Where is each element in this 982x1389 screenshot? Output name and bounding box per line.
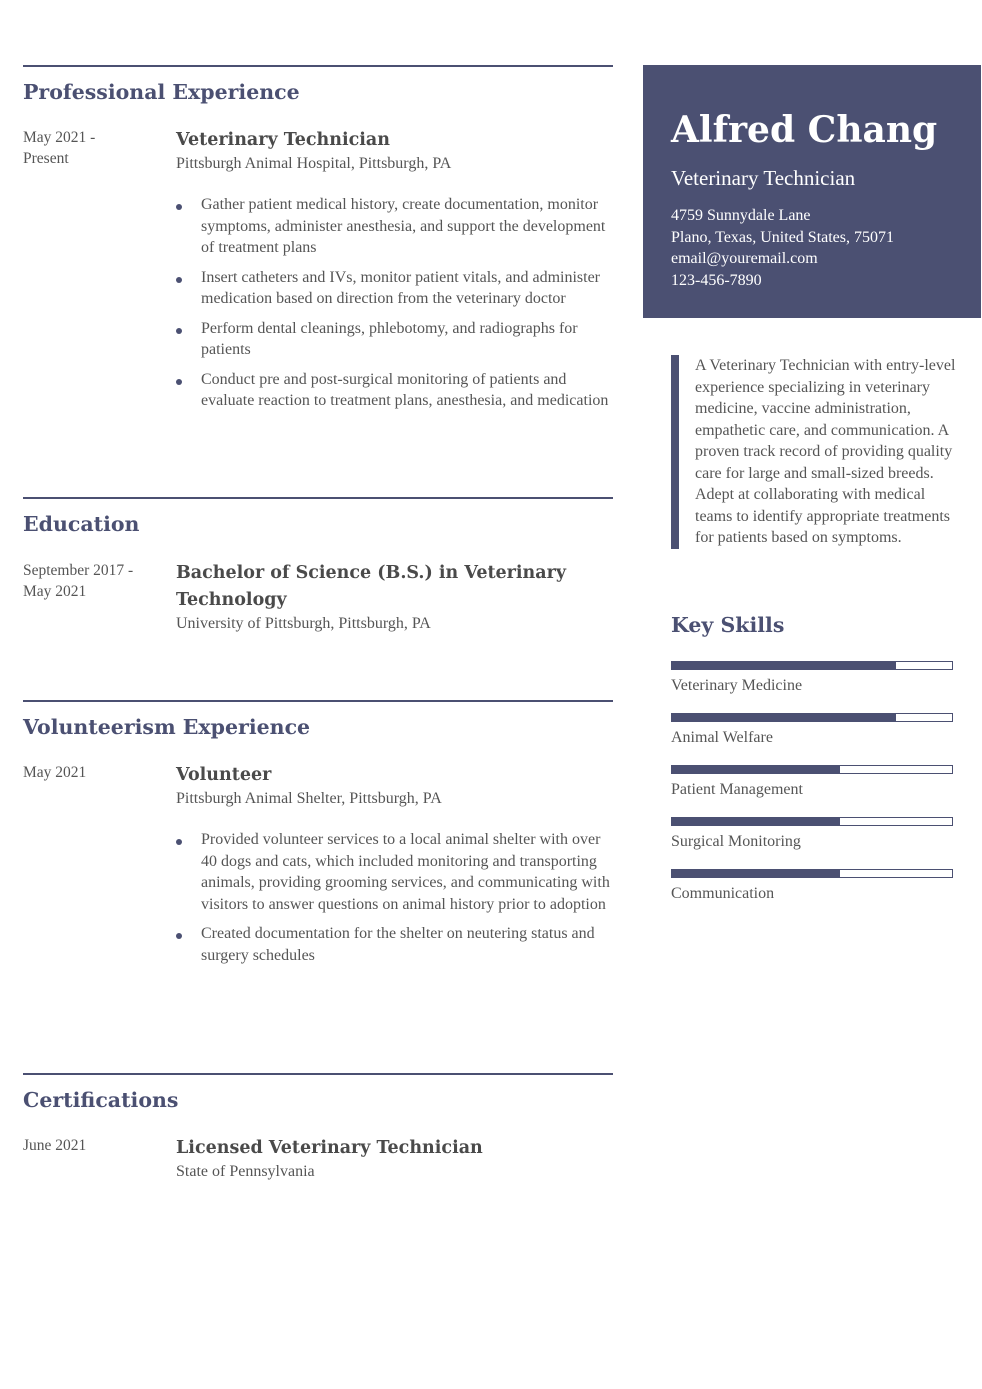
job-organization: Pittsburgh Animal Shelter, Pittsburgh, PA [176,790,442,807]
skills-title: Key Skills [671,613,785,637]
skill-fill [672,714,896,721]
job-title: Veterinary Technician [176,130,390,150]
school-name: University of Pittsburgh, Pittsburgh, PA [176,615,431,632]
section-title: Certifications [23,1088,179,1112]
email-link[interactable]: email@youremail.com [671,250,818,267]
skill-fill [672,766,840,773]
summary: A Veterinary Technician with entry-level experience specializing in veterinary medicine, vaccine administration, empathetic care, and communication. A proven track record of providing quality care for large and small-sized breeds. Adept at collaborating with medical teams to identify appropriate treatments for patients based on symptoms. [671,355,961,549]
bullet-icon [176,933,182,939]
entry-date: May 2021 [23,764,87,781]
skill-item [671,869,953,904]
certification-details [176,1135,613,1182]
bullet-icon [176,328,182,334]
job-title: Volunteer [176,765,272,785]
degree-title: Bachelor of Science (B.S.) in Veterinary Technology [176,563,566,610]
list-item: Created documentation for the shelter on neutering status and surgery schedules [176,923,613,966]
section-title: Volunteerism Experience [23,715,311,739]
job-organization: Pittsburgh Animal Hospital, Pittsburgh, PA [176,155,452,172]
bullet-icon [176,379,182,385]
skill-label: Patient Management [671,781,803,798]
degree-details [176,560,613,634]
skill-label: Communication [671,885,775,902]
header-box [643,65,981,318]
skill-label: Veterinary Medicine [671,677,803,694]
skill-label: Surgical Monitoring [671,833,801,850]
duties-list [176,829,613,966]
skill-item [671,817,953,852]
skill-bar [671,713,953,722]
city-line: Plano, Texas, United States, 75071 [671,228,895,246]
skill-item [671,661,953,696]
certification-title: Licensed Veterinary Technician [176,1138,483,1158]
candidate-name: Alfred Chang [671,109,938,151]
experience-section [23,65,613,105]
list-item: Insert catheters and IVs, monitor patient vitals, and administer medication based on direction from the veterinary doctor [176,267,613,310]
address-line: 4759 Sunnydale Lane [671,207,811,224]
list-item: Gather patient medical history, create documentation, monitor symptoms, administer anesthesia, and support the development of treatment plans [176,194,613,259]
duties-list [176,194,613,412]
volunteer-section [23,700,613,740]
skill-item [671,713,953,748]
skill-label: Animal Welfare [671,729,773,746]
certification-issuer: State of Pennsylvania [176,1163,315,1180]
contact-info [671,205,981,291]
job-details [176,762,613,974]
phone-number[interactable]: 123-456-7890 [671,271,762,289]
job-details [176,127,613,420]
certifications-section [23,1073,613,1113]
skill-bar [671,661,953,670]
section-title: Professional Experience [23,80,300,104]
skill-bar [671,869,953,878]
skill-item [671,765,953,800]
section-title: Education [23,512,140,536]
skill-bar [671,817,953,826]
skill-fill [672,818,840,825]
skill-bar [671,765,953,774]
entry-date: May 2021 - Present [23,129,96,167]
list-item: Conduct pre and post-surgical monitoring of patients and evaluate reaction to treatment plans, anesthesia, and medication [176,369,613,412]
bullet-icon [176,204,182,210]
entry-date: September 2017 - May 2021 [23,562,134,600]
skill-fill [672,662,896,669]
entry-date: June 2021 [23,1137,87,1154]
candidate-role: Veterinary Technician [671,166,856,190]
education-section [23,497,613,537]
skill-fill [672,870,840,877]
bullet-icon [176,277,182,283]
list-item: Perform dental cleanings, phlebotomy, and radiographs for patients [176,318,613,361]
bullet-icon [176,839,182,845]
list-item: Provided volunteer services to a local animal shelter with over 40 dogs and cats, which included monitoring and transporting animals, providing grooming services, and communicating with visitors to answer questions on animal history prior to adoption [176,829,613,915]
